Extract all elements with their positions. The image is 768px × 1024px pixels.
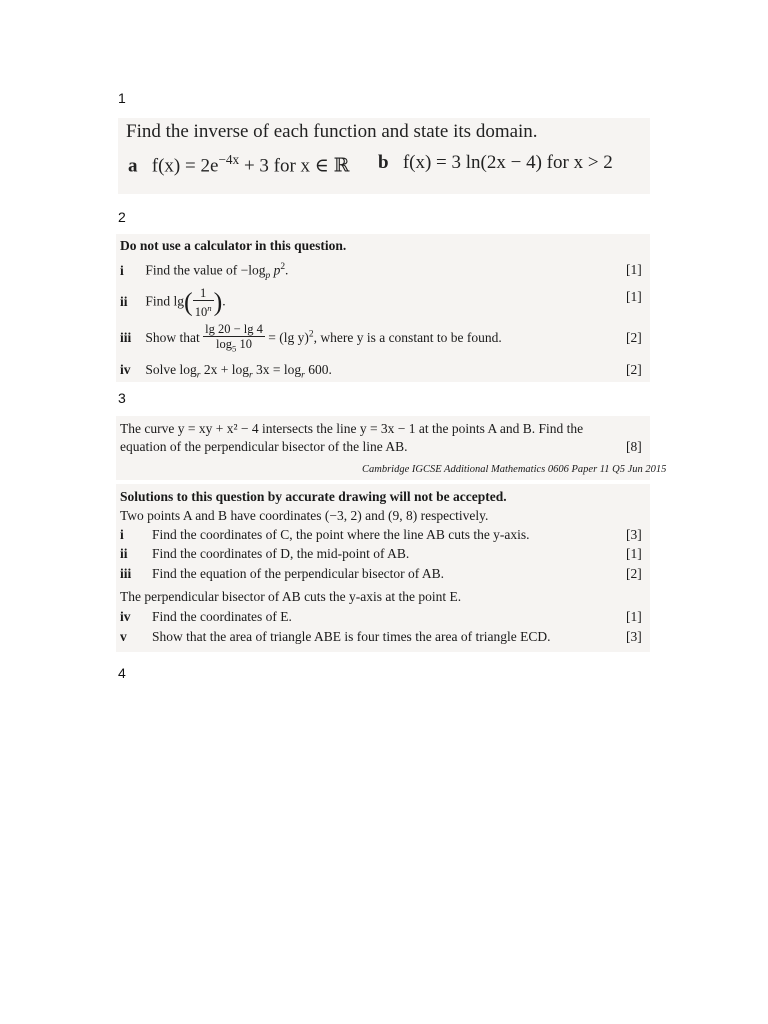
q2-part-i [120, 262, 288, 281]
q3-iii-label: iii [120, 566, 132, 581]
q3-intro-1: Solutions to this question by accurate drawing will not be accepted. [120, 489, 507, 504]
q2-iv-mark: [2] [626, 362, 642, 377]
q2-iii-fraction [203, 322, 265, 356]
q2-intro: Do not use a calculator in this question. [120, 238, 347, 253]
q3-iv-text: Find the coordinates of E. [152, 609, 292, 624]
q2-iv-sub2: r [248, 370, 253, 381]
q2-iv-sub1: r [196, 370, 201, 381]
q3-part-ii [120, 546, 409, 562]
q2-iii-den: log [216, 337, 232, 351]
q2-iv-text3: 3x = log [252, 362, 302, 377]
question-number-3: 3 [118, 390, 126, 406]
q2-ii-mark: [1] [626, 289, 642, 304]
q2-i-var: p [270, 262, 281, 278]
q1-b-text: f(x) = 3 ln(2x − 4) for x > 2 [402, 152, 613, 173]
q1-part-b [378, 152, 613, 174]
q1-intro: Find the inverse of each function and state its domain. [126, 121, 538, 142]
q1-a-label: a [128, 155, 138, 177]
q2-iv-text4: 600. [304, 362, 332, 377]
q3-v-mark: [3] [626, 629, 642, 644]
q3-iii-text: Find the equation of the perpendicular bisector of AB. [152, 566, 445, 581]
q3-part-i [120, 527, 530, 543]
q3-v-label: v [120, 629, 127, 644]
q2-ii-numerator: 1 [193, 286, 214, 301]
q3-ii-label: ii [120, 546, 128, 561]
q2-iii-den-post: 10 [236, 337, 252, 351]
q3-line-1: The curve y = xy + x² − 4 intersects the line y = 3x − 1 at the points A and B. Find the [120, 421, 584, 436]
q2-part-iv [120, 362, 332, 381]
q3-ii-mark: [1] [626, 546, 642, 561]
q2-ii-fraction [193, 286, 214, 319]
q3-mark: [8] [626, 439, 642, 454]
q3-i-label: i [120, 527, 124, 542]
q3-v-text: Show that the area of triangle ABE is four times the area of triangle ECD. [152, 629, 551, 644]
q3-iii-mark: [2] [626, 566, 642, 581]
q3-i-mark: [3] [626, 527, 642, 542]
q2-ii-denominator: 10 [194, 305, 208, 320]
q2-iv-label: iv [120, 362, 131, 377]
q2-i-post: . [285, 262, 289, 278]
q2-iv-text2: 2x + log [200, 362, 249, 377]
q2-i-sup: 2 [280, 262, 286, 272]
question-number-2: 2 [118, 209, 126, 225]
q2-iii-sup: 2 [308, 329, 314, 340]
q1-b-label: b [378, 152, 389, 173]
q2-iii-text: Show that [145, 329, 200, 345]
q2-part-iii [120, 322, 502, 356]
q3-line-2: equation of the perpendicular bisector of the line AB. [120, 439, 408, 454]
q1-a-rest: + 3 for x ∈ ℝ [239, 155, 350, 177]
q1-a-text: f(x) = 2e [151, 155, 219, 177]
q3-source: Cambridge IGCSE Additional Mathematics 0606 Paper 11 Q5 Jun 2015 [362, 464, 667, 475]
q2-iii-mark: [2] [626, 330, 642, 345]
question-number-4: 4 [118, 665, 126, 681]
q2-part-ii: ii Find lg( $\frac{1}{10^n}$ ). [120, 286, 226, 320]
q2-i-sub: p [265, 271, 271, 282]
q2-iv-text: Solve log [145, 362, 197, 377]
q2-ii-den-sup: n [207, 303, 212, 313]
q2-ii-post: . [222, 293, 226, 309]
q2-i-text: Find the value of −log [145, 262, 266, 278]
q3-iv-label: iv [120, 609, 131, 624]
q2-ii-label: ii [120, 293, 128, 309]
q3-intro-2: Two points A and B have coordinates (−3, 2) and (9, 8) respectively. [120, 508, 489, 523]
q3-part-iii [120, 566, 444, 582]
q2-iii-mid: = (lg y) [264, 329, 309, 345]
q1-a-exp: −4x [218, 152, 240, 167]
q1-part-a [128, 152, 349, 177]
question-number-1: 1 [118, 90, 126, 106]
q3-part-iv [120, 609, 292, 625]
q3-i-text: Find the coordinates of C, the point where the line AB cuts the y-axis. [152, 527, 530, 542]
q3-part-v [120, 629, 551, 645]
q3-ii-text: Find the coordinates of D, the mid-point of AB. [152, 546, 410, 561]
q2-iii-den-sub: 5 [232, 343, 237, 354]
q3-mid-text: The perpendicular bisector of AB cuts the y-axis at the point E. [120, 589, 462, 604]
q2-i-mark: [1] [626, 262, 642, 277]
q2-iii-post: , where y is a constant to be found. [313, 329, 502, 345]
q2-iii-numerator: lg 20 − lg 4 [205, 322, 263, 336]
q3-iv-mark: [1] [626, 609, 642, 624]
q2-ii-text: Find lg [145, 293, 185, 309]
q2-iii-label: iii [120, 329, 132, 345]
q2-iv-sub3: r [301, 370, 305, 381]
q2-i-label: i [120, 262, 124, 278]
